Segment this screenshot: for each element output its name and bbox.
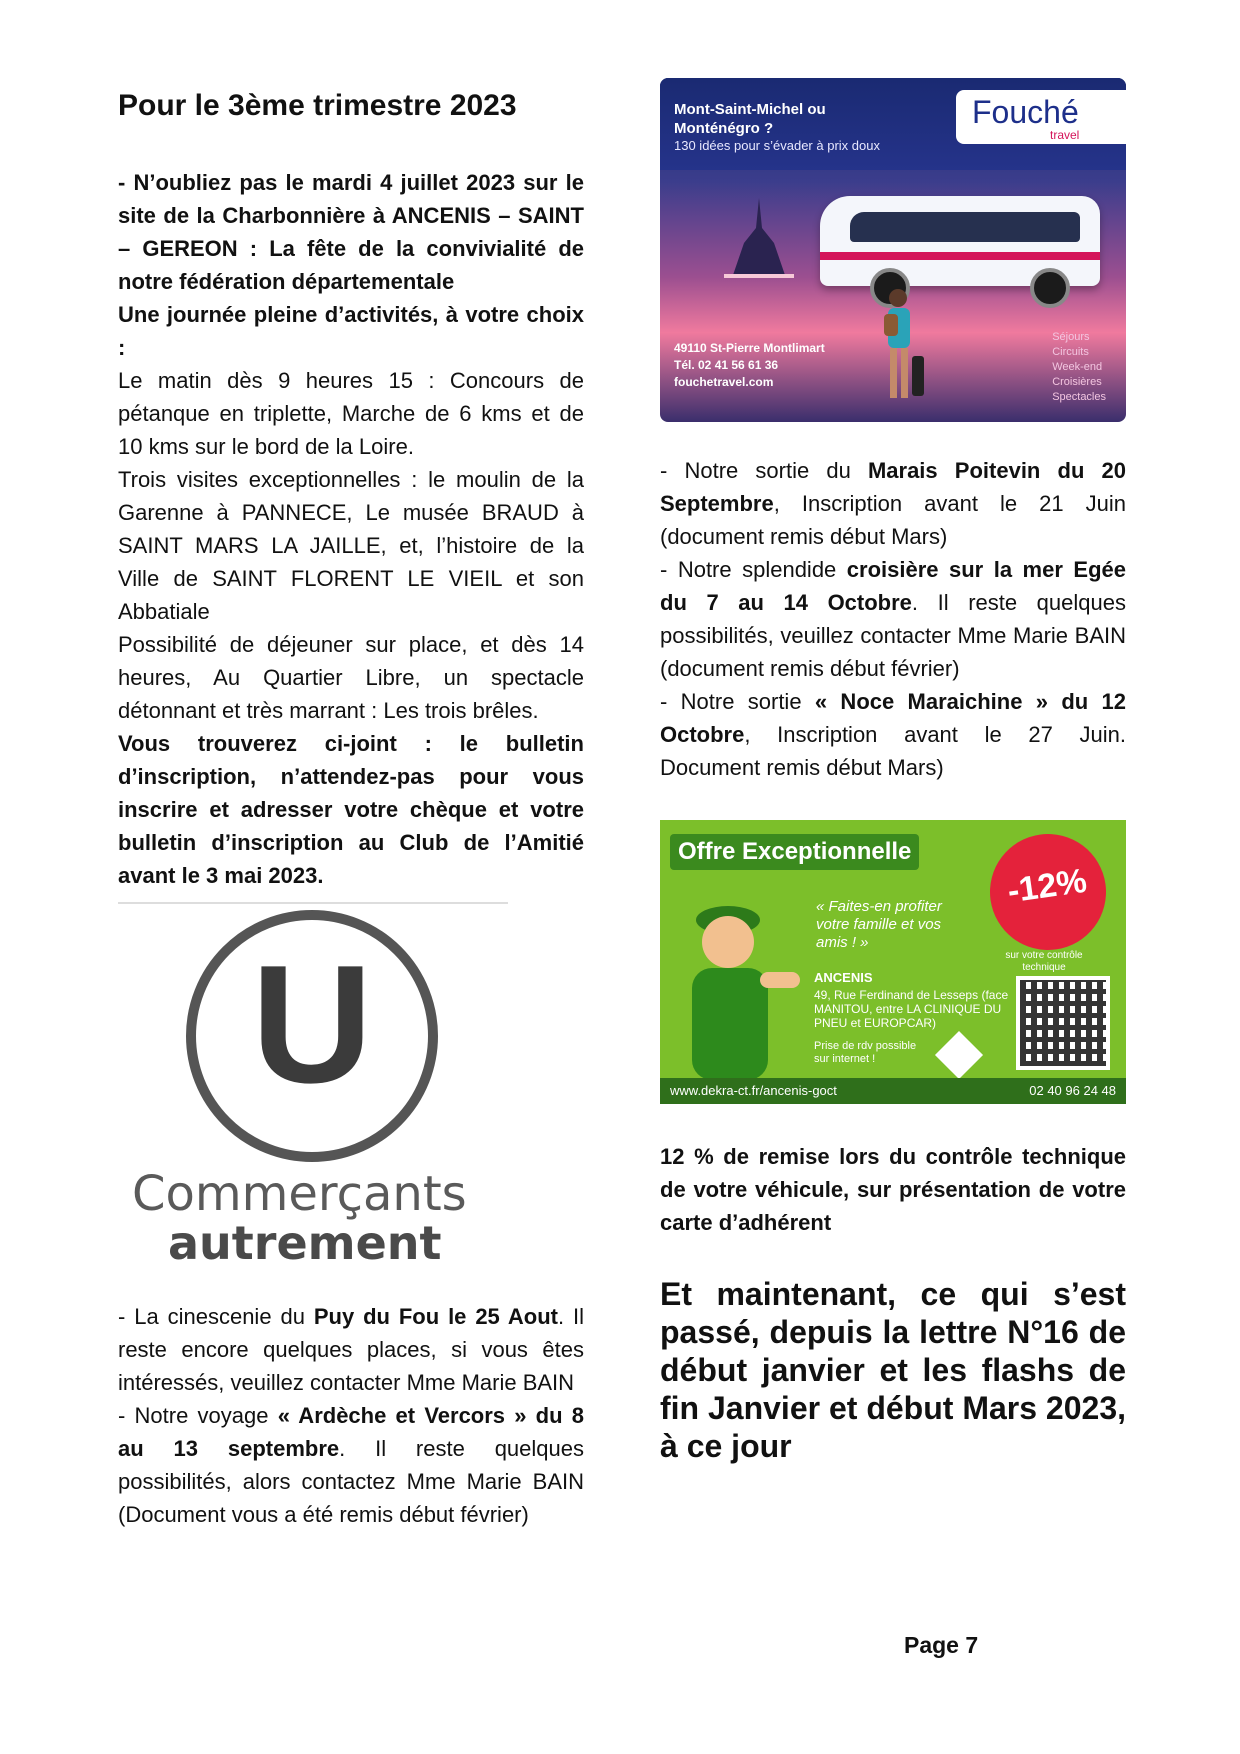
bus-stripe <box>820 252 1100 260</box>
ardeche-pre: - Notre voyage <box>118 1403 278 1428</box>
left-column <box>118 88 584 1531</box>
dekra-rdv: Prise de rdv possible sur internet ! <box>814 1040 917 1065</box>
qr-code-icon <box>1016 976 1110 1070</box>
service-item: Séjours <box>1052 331 1090 343</box>
bus-image <box>820 196 1100 286</box>
fouche-logo <box>956 90 1126 144</box>
dekra-footer <box>660 1078 1126 1104</box>
bus-window <box>850 212 1080 242</box>
section-title: Pour le 3ème trimestre 2023 <box>118 89 517 122</box>
croisiere-post: . Il reste quelques possibilités, veuillez contacter Mme Marie BAIN (document remis début février) <box>660 590 1126 681</box>
registration-paragraph: Vous trouverez ci-joint : le bulletin d’inscription, n’attendez-pas pour vous inscrire et adresser votre chèque et votre bulletin d’inscription au Club de l’Amitié avant le 3 mai 2023. <box>118 731 584 888</box>
croisiere-bold: croisière sur la mer Egée du 7 au 14 Octobre <box>660 557 1126 615</box>
marais-pre: - Notre sortie du <box>660 458 868 483</box>
intro-paragraph: - N’oubliez pas le mardi 4 juillet 2023 sur le site de la Charbonnière à ANCENIS – SAINT – GEREON : La fête de la convivialité de notre fédération départementale <box>118 170 584 294</box>
noce-paragraph <box>660 685 1126 784</box>
logo-word-commercants: Commerçants <box>132 1166 467 1222</box>
visits-paragraph: Trois visites exceptionnelles : le moulin de la Garenne à PANNECE, Le musée BRAUD à SAINT MARS LA JAILLE, et, l’histoire de la Ville de SAINT FLORENT LE VIEIL et son Abbatiale <box>118 467 584 624</box>
noce-bold: « Noce Maraichine » du 12 Octobre <box>660 689 1126 747</box>
right-column <box>660 78 1126 1465</box>
ad-phone: Tél. 02 41 56 61 36 <box>674 358 779 372</box>
service-item: Croisières <box>1052 376 1102 388</box>
croisiere-paragraph <box>660 553 1126 685</box>
marais-paragraph <box>660 454 1126 553</box>
dekra-ad <box>660 820 1126 1104</box>
puy-post: . Il reste encore quelques places, si vous êtes intéressés, veuillez contacter Mme Marie BAIN <box>118 1304 584 1395</box>
noce-post: , Inscription avant le 27 Juin. Document remis début Mars) <box>660 722 1126 780</box>
mechanic-icon <box>668 880 808 1080</box>
ad-website: fouchetravel.com <box>674 375 774 389</box>
remise-paragraph: 12 % de remise lors du contrôle technique de votre véhicule, sur présentation de votre carte d’adhérent <box>660 1144 1126 1235</box>
activities-subtitle: Une journée pleine d’activités, à votre choix : <box>118 302 584 360</box>
lunch-paragraph: Possibilité de déjeuner sur place, et dès 14 heures, Au Quartier Libre, un spectacle détonnant et très marrant : Les trois brêles. <box>118 632 584 723</box>
ad-tagline: 130 idées pour s’évader à prix doux <box>674 138 880 153</box>
ad-headline: Mont-Saint-Michel ou Monténégro ? <box>674 101 826 137</box>
croisiere-pre: - Notre splendide <box>660 557 847 582</box>
traveller-icon <box>874 286 926 406</box>
discount-subtitle: sur votre contrôle technique <box>1005 950 1083 973</box>
service-item: Spectacles <box>1052 391 1106 403</box>
puy-bold: Puy du Fou le 25 Aout <box>313 1304 558 1329</box>
page-number: Page 7 <box>904 1632 979 1658</box>
ardeche-bold: « Ardèche et Vercors » du 8 au 13 septembre <box>118 1403 585 1461</box>
logo-u-letter: U <box>251 930 373 1118</box>
logo-word-autrement: autrement <box>168 1216 442 1270</box>
service-item: Circuits <box>1052 346 1089 358</box>
puy-pre: - La cinescenie du <box>118 1304 314 1329</box>
marais-bold: Marais Poitevin du 20 Septembre <box>660 458 1126 516</box>
mont-saint-michel-icon <box>724 198 794 278</box>
service-item: Week-end <box>1052 361 1103 373</box>
ad-services <box>1052 330 1106 405</box>
dekra-phone: 02 40 96 24 48 <box>1029 1083 1116 1098</box>
ad-contact <box>674 340 825 391</box>
ardeche-paragraph <box>118 1399 584 1531</box>
commercants-autrement-logo <box>118 902 508 1274</box>
dekra-logo-icon <box>935 1031 983 1079</box>
offer-title: Offre Exceptionnelle <box>670 834 919 870</box>
fouche-travel-ad <box>660 78 1126 422</box>
brand-sub: travel <box>1050 128 1080 142</box>
marais-post: , Inscription avant le 21 Juin (document remis début Mars) <box>660 491 1126 549</box>
noce-pre: - Notre sortie <box>660 689 815 714</box>
morning-paragraph: Le matin dès 9 heures 15 : Concours de pétanque en triplette, Marche de 6 kms et de 10 kms sur le bord de la Loire. <box>118 368 584 459</box>
bus-wheel-icon <box>1030 268 1070 308</box>
discount-badge: -12% <box>982 826 1113 957</box>
ad-address: 49110 St-Pierre Montlimart <box>674 341 825 355</box>
brand-name: Fouché <box>972 94 1079 130</box>
dekra-street: 49, Rue Ferdinand de Lesseps (face MANITOU, entre LA CLINIQUE DU PNEU et EUROPCAR) <box>814 988 1009 1030</box>
dekra-city: ANCENIS <box>814 970 873 985</box>
dekra-url: www.dekra-ct.fr/ancenis-goct <box>670 1083 837 1098</box>
offer-quote: « Faites-en profiter votre famille et vos amis ! » <box>816 898 942 951</box>
puy-du-fou-paragraph <box>118 1300 584 1399</box>
retrospective-heading: Et maintenant, ce qui s’est passé, depuis la lettre N°16 de début janvier et les flashs de fin Janvier et début Mars 2023, à ce jour <box>660 1276 1126 1464</box>
ardeche-post: . Il reste quelques possibilités, alors contactez Mme Marie BAIN (Document vous a été remis début février) <box>118 1436 584 1527</box>
